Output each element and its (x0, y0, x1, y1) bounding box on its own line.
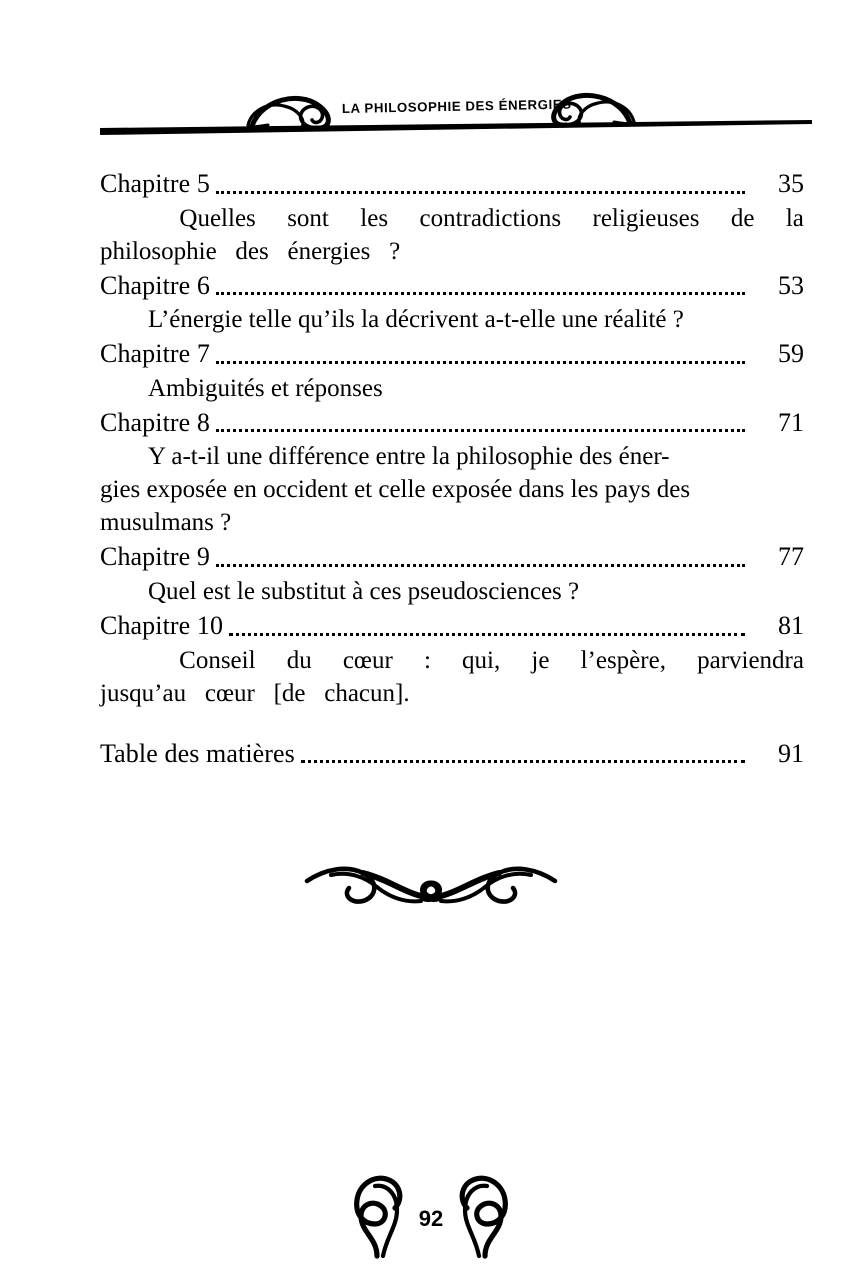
word: parviendra (697, 646, 804, 674)
toc-entry-page-number: 81 (778, 611, 804, 641)
toc-entry-title: Chapitre 9 (100, 542, 211, 572)
word: Conseil (179, 646, 256, 674)
word: contradictions (419, 204, 562, 232)
description-line (100, 644, 804, 677)
toc-entry-line[interactable] (100, 608, 804, 644)
word: je (531, 646, 550, 674)
word: l’espère, (580, 646, 666, 674)
description-line: musulmans ? (100, 509, 232, 537)
toc-entry-title: Chapitre 7 (100, 339, 211, 369)
word: du (286, 646, 312, 674)
toc-entry-page-number: 59 (778, 339, 804, 369)
toc-entry-description (100, 644, 804, 710)
toc-entry-line[interactable] (100, 539, 804, 575)
toc-entry[interactable] (100, 268, 804, 337)
toc-entry-line[interactable] (100, 405, 804, 441)
line-indent (100, 644, 148, 677)
page-number: 92 (418, 1206, 444, 1231)
toc-entry-description (100, 303, 804, 336)
word: : (423, 646, 431, 674)
toc-entry[interactable] (100, 166, 804, 268)
table-of-contents (100, 166, 804, 771)
page-header (0, 80, 862, 140)
toc-entry-description (100, 202, 804, 268)
description-text: L’énergie telle qu’ils la décrivent a-t-elle une réalité ? (148, 306, 684, 334)
dot-leader (216, 190, 745, 194)
word: sont (287, 204, 329, 232)
description-line: gies exposée en occident et celle exposée dans les pays des (100, 476, 691, 504)
description-line (100, 575, 804, 608)
dot-leader (229, 632, 745, 636)
description-text: Y a-t-il une différence entre la philosophie des éner- (148, 443, 670, 471)
toc-entry[interactable] (100, 405, 804, 540)
dot-leader (216, 291, 745, 295)
toc-entry-description (100, 372, 804, 405)
word: cœur (342, 646, 393, 674)
dot-leader (216, 360, 745, 364)
toc-entry[interactable] (100, 539, 804, 608)
dot-leader (216, 563, 745, 567)
description-line: philosophie des énergies ? (100, 237, 401, 265)
toc-entry-page-number: 77 (778, 542, 804, 572)
toc-entry-title: Table des matières (100, 738, 295, 768)
description-text: Ambiguités et réponses (148, 374, 383, 402)
word: les (360, 204, 389, 232)
word: qui, (462, 646, 501, 674)
toc-entry[interactable] (100, 608, 804, 710)
toc-entry-description (100, 575, 804, 608)
toc-entry[interactable] (100, 336, 804, 405)
word: de (730, 204, 755, 232)
toc-entry-title: Chapitre 10 (100, 611, 224, 641)
dot-leader (216, 428, 745, 432)
double-spiral-flourish-icon (301, 855, 561, 925)
toc-entry-page-number: 71 (778, 407, 804, 437)
description-line (100, 440, 804, 473)
line-indent (100, 202, 148, 235)
header-title: LA PHILOSOPHIE DES ÉNERGIES (341, 96, 572, 116)
toc-entry-title: Chapitre 6 (100, 270, 211, 300)
description-text: Quel est le substitut à ces pseudosciences ? (148, 578, 580, 606)
toc-entry-title: Chapitre 8 (100, 407, 211, 437)
description-line (100, 202, 804, 235)
header-rule (100, 120, 812, 135)
toc-entry-line[interactable] (100, 268, 804, 304)
description-line (100, 303, 804, 336)
toc-entry-description (100, 440, 804, 539)
description-line (100, 372, 804, 405)
page-footer (0, 1160, 862, 1265)
toc-entry-page-number: 35 (778, 169, 804, 198)
spiral-ornament-right-icon (462, 1178, 505, 1256)
footer-ornament-group (331, 1160, 531, 1260)
toc-entry-line[interactable] (100, 166, 804, 202)
toc-entry-title: Chapitre 5 (100, 169, 211, 198)
word: religieuses (592, 204, 700, 232)
header-ornament-group (0, 80, 862, 140)
word: la (785, 204, 804, 232)
dot-leader (301, 759, 745, 763)
flourish-scroll-left-icon (248, 98, 328, 128)
description-line: jusqu’au cœur [de chacun]. (100, 679, 410, 707)
word: Quelles (179, 204, 256, 232)
spiral-ornament-left-icon (357, 1178, 400, 1256)
toc-entry-line[interactable] (100, 736, 804, 772)
toc-entry-page-number: 53 (778, 270, 804, 300)
section-end-ornament (0, 855, 862, 930)
toc-entry-table-of-contents[interactable] (100, 736, 804, 772)
toc-entry-page-number: 91 (778, 738, 804, 768)
toc-entry-line[interactable] (100, 336, 804, 372)
